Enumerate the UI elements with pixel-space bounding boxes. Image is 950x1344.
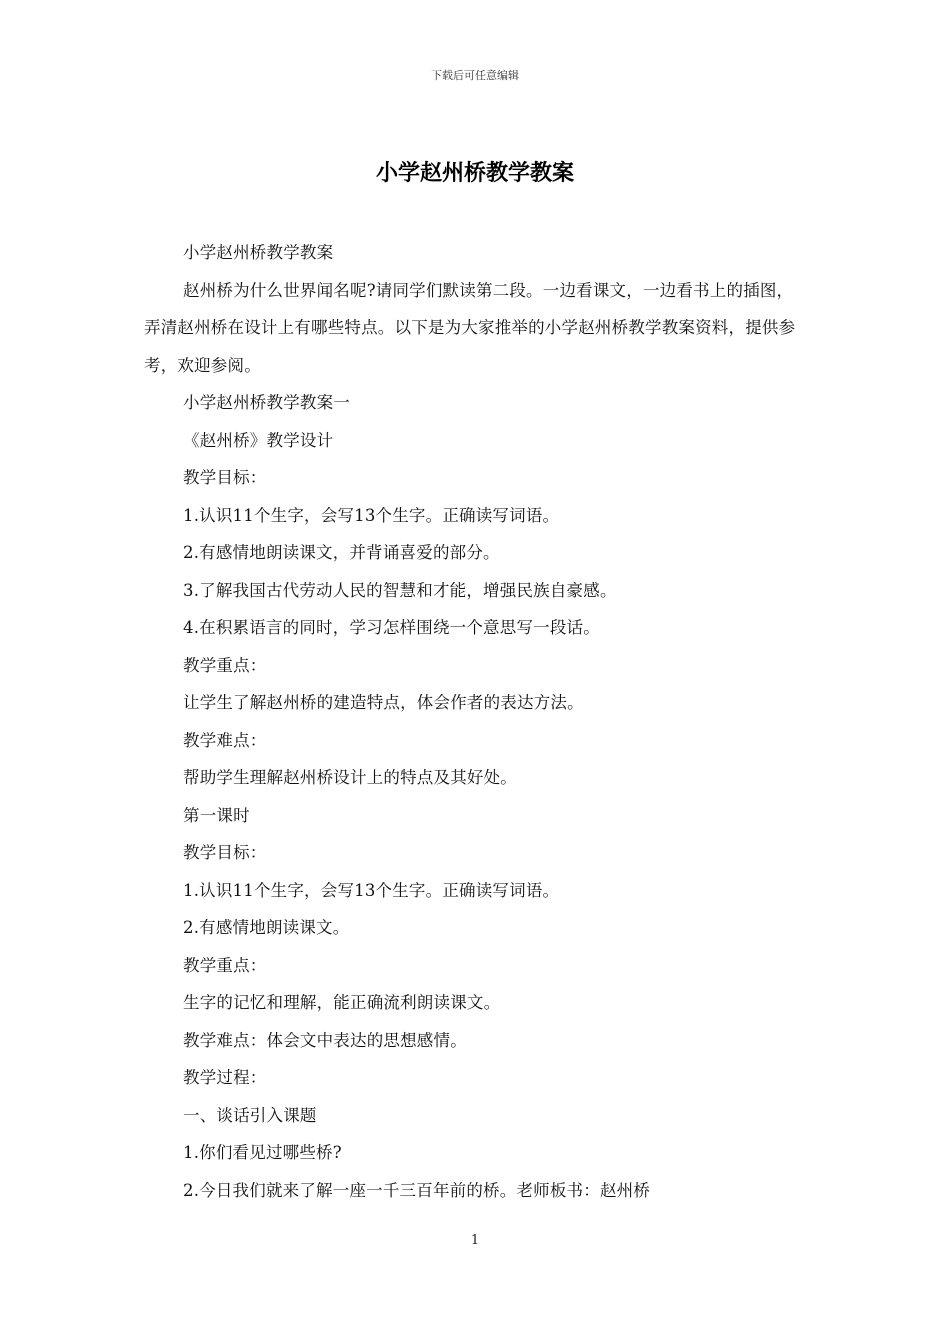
paragraph: 3.了解我国古代劳动人民的智慧和才能，增强民族自豪感。 — [183, 580, 617, 600]
document-title: 小学赵州桥教学教案 — [375, 161, 574, 186]
paragraph: 教学重点： — [183, 955, 267, 975]
paragraph: 1.认识11个生字，会写13个生字。正确读写词语。 — [183, 505, 560, 525]
paragraph: 教学过程： — [183, 1068, 267, 1087]
paragraph: 一、谈话引入课题 — [183, 1105, 317, 1125]
paragraph: 赵州桥为什么世界闻名呢?请同学们默读第二段。一边看课文，一边看书上的插图，弄清赵州桥在设计上有哪些特点。以下是为大家推举的小学赵州桥教学教案资料，提供参考，欢迎参阅。 — [144, 280, 796, 375]
paragraph: 教学目标： — [183, 843, 267, 862]
paragraph: 2.有感情地朗读课文。 — [183, 918, 350, 937]
paragraph: 让学生了解赵州桥的建造特点，体会作者的表达方法。 — [183, 693, 584, 712]
paragraph: 教学目标： — [183, 468, 267, 487]
document-body — [144, 234, 806, 1209]
paragraph: 2.今日我们就来了解一座一千三百年前的桥。老师板书：赵州桥 — [183, 1180, 651, 1200]
paragraph: 4.在积累语言的同时，学习怎样围绕一个意思写一段话。 — [183, 618, 600, 637]
paragraph: 生字的记忆和理解，能正确流利朗读课文。 — [183, 993, 501, 1012]
paragraph: 教学重点： — [183, 655, 267, 675]
paragraph: 小学赵州桥教学教案一 — [183, 393, 350, 412]
paragraph: 第一课时 — [183, 805, 250, 825]
paragraph: 教学难点：体会文中表达的思想感情。 — [183, 1030, 467, 1050]
paragraph: 《赵州桥》教学设计 — [183, 430, 334, 450]
paragraph: 小学赵州桥教学教案 — [183, 243, 334, 262]
page-number: 1 — [470, 1233, 480, 1248]
paragraph: 帮助学生理解赵州桥设计上的特点及其好处。 — [183, 768, 517, 787]
paragraph: 1.认识11个生字，会写13个生字。正确读写词语。 — [183, 880, 560, 900]
paragraph: 2.有感情地朗读课文，并背诵喜爱的部分。 — [183, 543, 500, 562]
header-note: 下载后可任意编辑 — [431, 69, 519, 82]
paragraph: 1.你们看见过哪些桥? — [183, 1143, 342, 1162]
paragraph: 教学难点： — [183, 730, 267, 750]
